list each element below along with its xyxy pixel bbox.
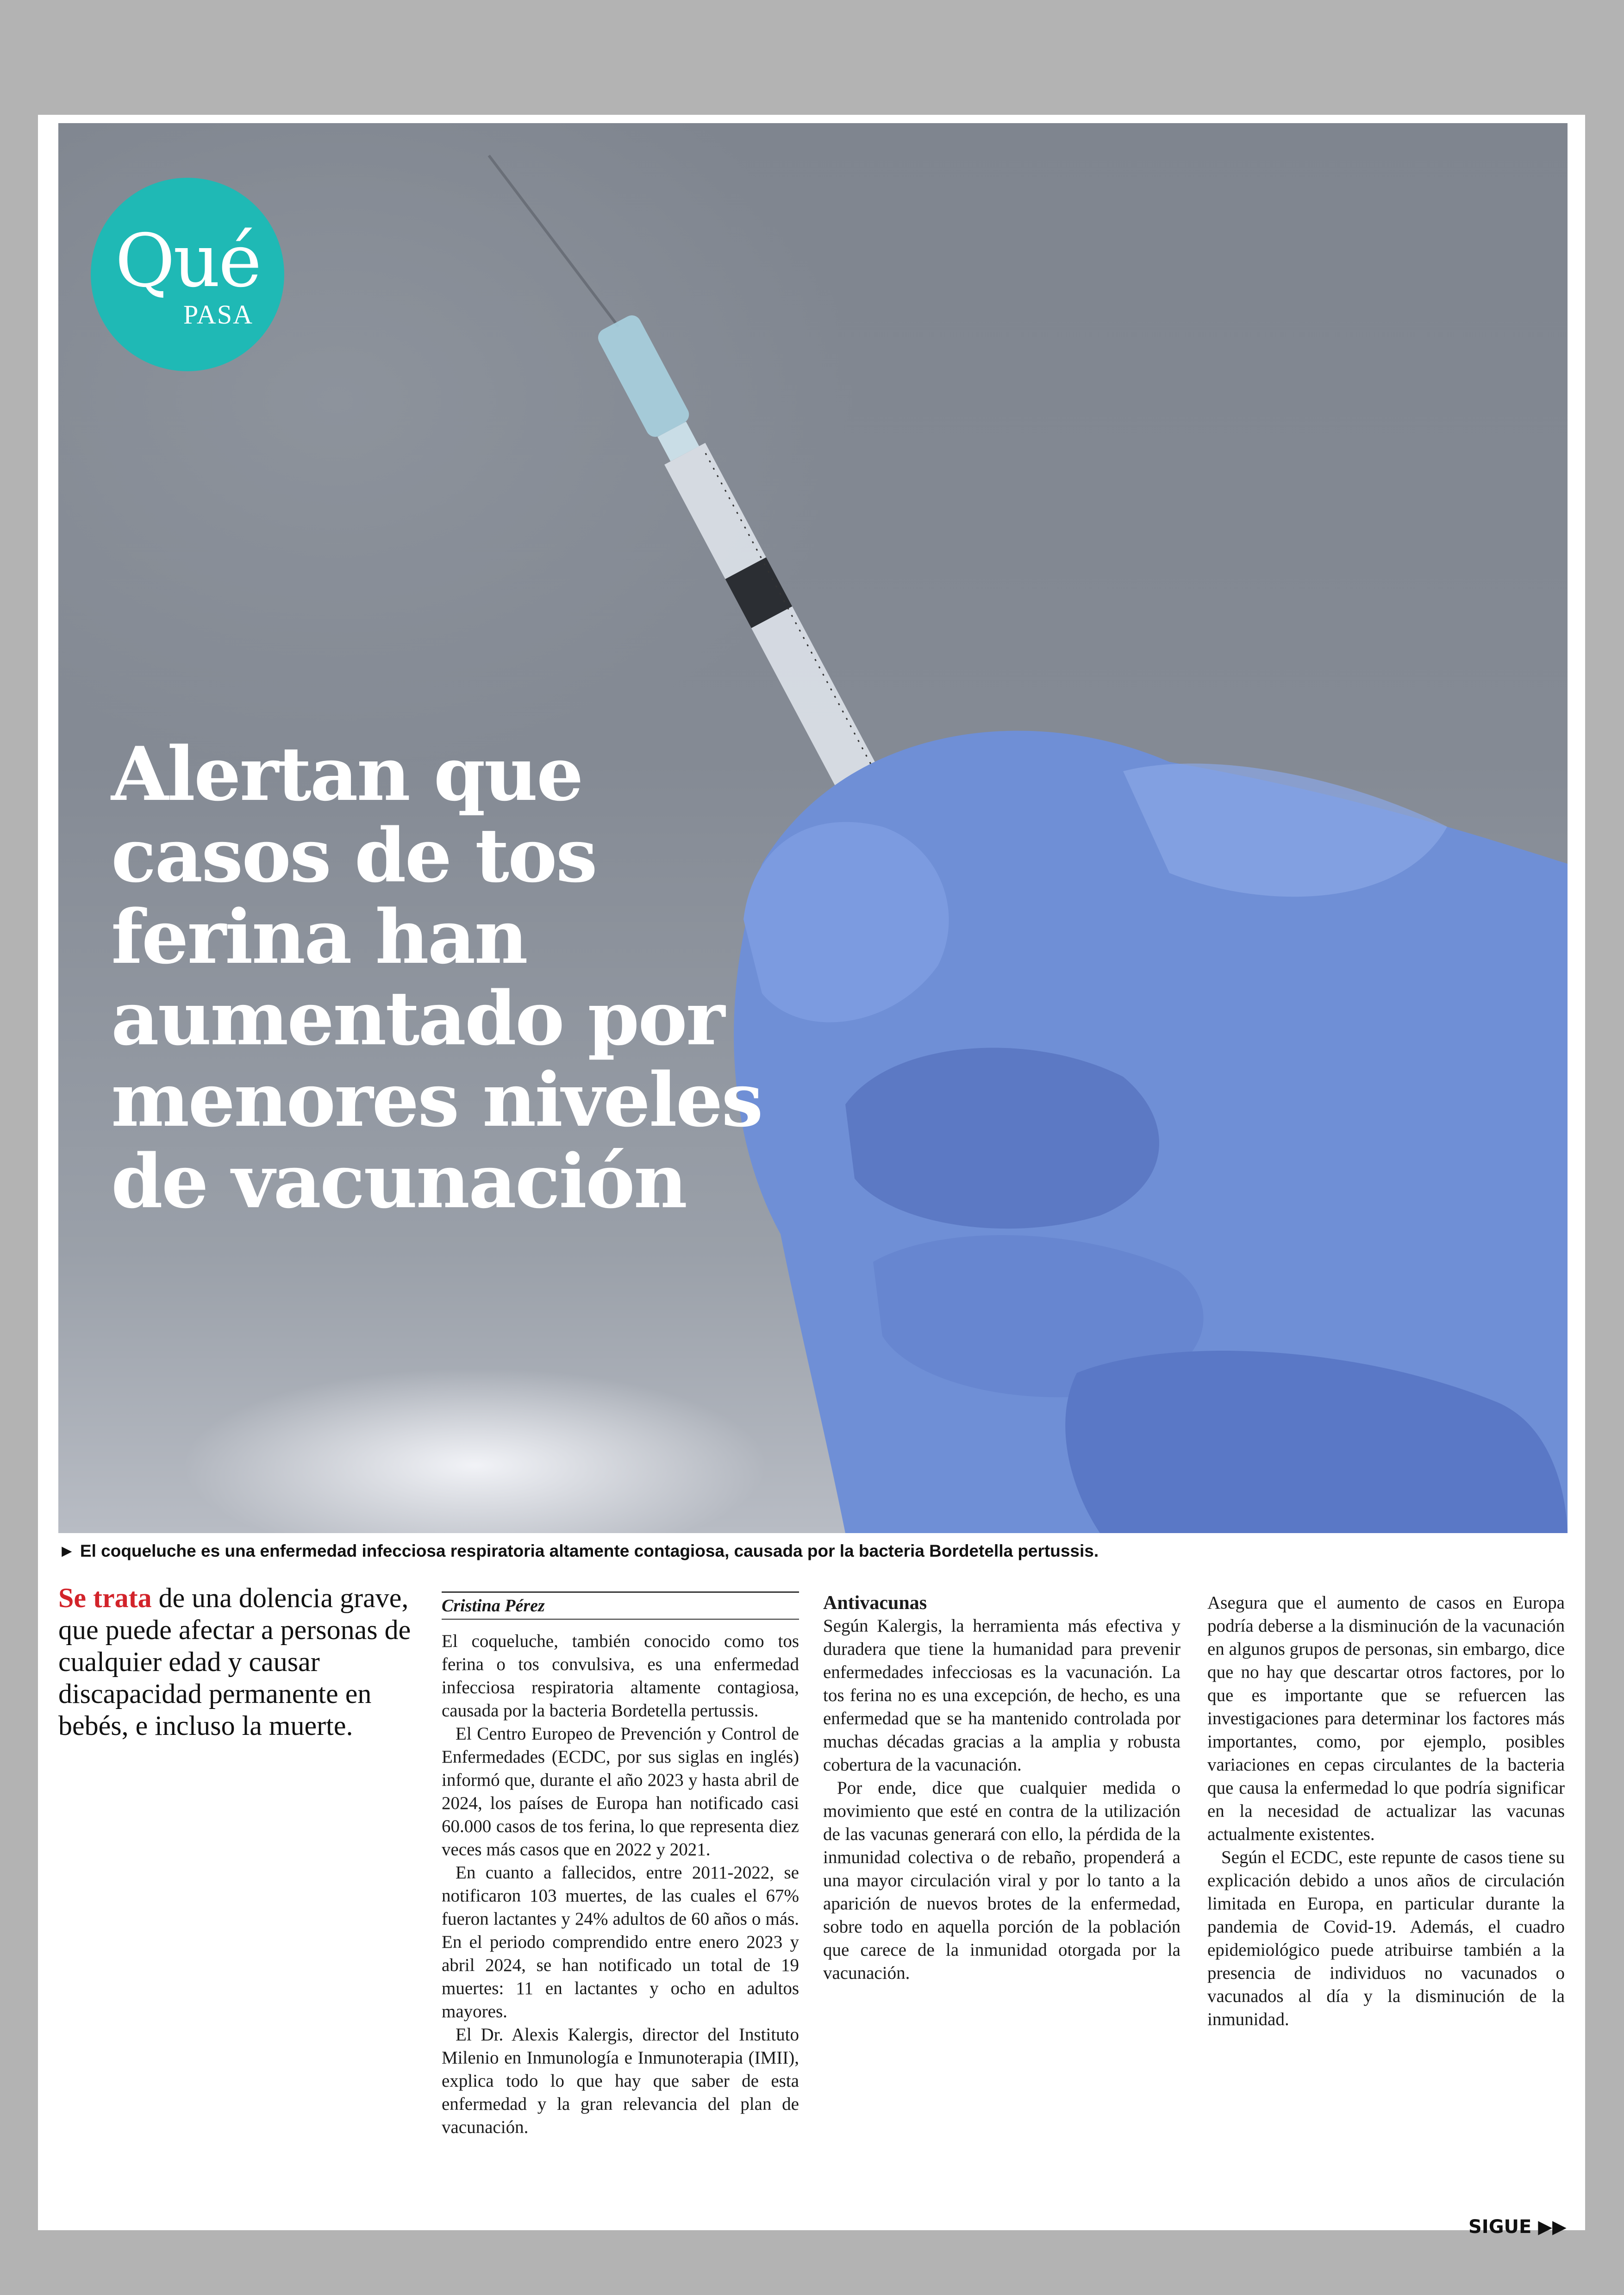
body-paragraph: El Centro Europeo de Prevención y Control de Enfermedades (ECDC, por sus siglas en inglés) informó que, durante el año 2023 y hasta abril de 2024, los países de Europa han notificado casi 60.000 casos de tos ferina, lo que representa diez veces más casos que en 2022 y 2021. xyxy=(442,1724,799,1859)
logo-main-text: Qué xyxy=(115,218,260,304)
body-paragraph: Según Kalergis, la herramienta más efectiva y duradera que tiene la humanidad para prevenir enfermedades infecciosas es la vacunación. La tos ferina no es una excepción, de hecho, es una enfermedad que se ha mantenido controlada por muchas décadas gracias a la amplia y robusta cobertura de la vacunación. xyxy=(823,1616,1181,1775)
article-column-2 xyxy=(823,1591,1181,1985)
body-paragraph: Según el ECDC, este repunte de casos tiene su explicación debido a unos años de circulación limitada en Europa, en particular durante la pandemia de Covid-19. Además, el cuadro epidemiológico puede atribuirse también a la presencia de individuos no vacunados o vacunados al día y la disminución de la inmunidad. xyxy=(1207,1847,1565,2029)
body-paragraph: El coqueluche, también conocido como tos ferina o tos convulsiva, es una enfermedad infecciosa respiratoria altamente contagiosa, causada por la bacteria Bordetella pertussis. xyxy=(442,1631,799,1721)
body-paragraph: En cuanto a fallecidos, entre 2011-2022, se notificaron 103 muertes, de las cuales el 67% fueron lactantes y 24% adultos de 60 años o más. En el periodo comprendido entre enero 2023 y abril 2024, se han notificado un total de 19 muertes: 11 en lactantes y ocho en adultos mayores. xyxy=(442,1863,799,2021)
lede xyxy=(58,1582,424,1742)
body-paragraph: Por ende, dice que cualquier medida o movimiento que esté en contra de la utilización de las vacunas generará con ello, la pérdida de la inmunidad colectiva o de rebaño, propenderá a una mayor circulación viral y por lo tanto a la aparición de nuevos brotes de la enfermedad, sobre todo en aquella porción de la población que carece de la inmunidad otorgada por la vacunación. xyxy=(823,1778,1181,1983)
subhead-antivacunas: Antivacunas xyxy=(823,1592,927,1614)
article-column-3 xyxy=(1207,1591,1565,2031)
syringe-photo xyxy=(58,123,1568,1533)
logo-sub-text: PASA xyxy=(183,299,253,330)
body-paragraph: Asegura que el aumento de casos en Europa podría deberse a la disminución de la vacunación en algunos grupos de personas, sin embargo, dice que no hay que descartar otros factores, por lo que es importante que se refuercen las investigaciones para determinar los factores más importantes, como, por ejemplo, posibles variaciones en cepas circulantes de la bacteria que causa la enfermedad lo que podría significar en la necesidad de actualizar las vacunas actualmente existentes. xyxy=(1207,1593,1565,1844)
article-column-1 xyxy=(442,1591,799,2137)
lede-keyword: Se trata xyxy=(58,1583,152,1613)
photo-caption: ► El coqueluche es una enfermedad infecciosa respiratoria altamente contagiosa, causada por la bacteria Bordetella pertussis. xyxy=(58,1541,1099,1560)
byline: Cristina Pérez xyxy=(442,1591,799,1620)
headline: Alertan que casos de tos ferina han aumentado por menores niveles de vacunación xyxy=(111,730,762,1225)
body-paragraph: El Dr. Alexis Kalergis, director del Instituto Milenio en Inmunología e Inmunoterapia (IMII), explica todo lo que hay que saber de esta enfermedad y la gran relevancia del plan de vacunación. xyxy=(442,2025,799,2137)
continue-marker[interactable]: SIGUE ▶▶ xyxy=(1468,2216,1567,2238)
que-pasa-logo xyxy=(91,178,284,371)
newspaper-page xyxy=(38,115,1585,2238)
lede-text: de una dolencia grave, que puede afectar a personas de cualquier edad y causar discapacidad permanente en bebés, e incluso la muerte. xyxy=(58,1583,411,1741)
